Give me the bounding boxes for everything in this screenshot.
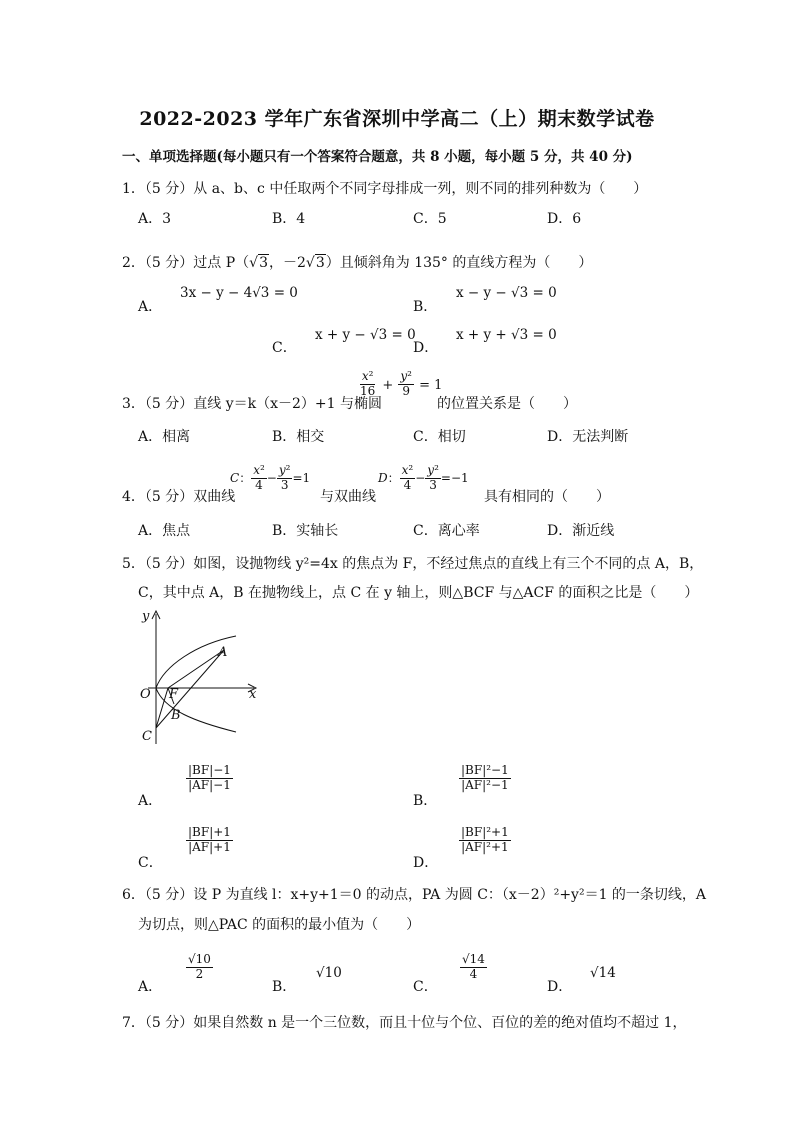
label-y: y [142,609,150,624]
q2-option-b-math: x − y − √3 = 0 [456,285,557,301]
q6-option-c-math: $\frac{√14}{4}$ [462,952,485,981]
question-4-stem-c: 具有相同的（ ） [484,489,610,505]
sqrt3-symbol: √3 [305,255,325,271]
sqrt3-symbol: √3 [249,255,268,271]
q4-option-a: A．焦点 [138,523,191,539]
hyperbola-c-equation: C： $\frac{\text{x²}}{4}$ − $\frac{\text{y²}}{3}$ =1 [230,463,311,492]
q5-option-b-label: B． [413,793,438,809]
q6-option-a-label: A． [138,979,163,995]
question-4-stem-b: 与双曲线 [320,489,376,505]
q6-option-c-label: C． [413,979,438,995]
question-3-stem-b: 的位置关系是（ ） [437,396,577,412]
question-6-line-2: 为切点，则△PAC 的面积的最小值为（ ） [138,917,421,933]
q3-option-c: C．相切 [413,429,466,445]
q6-option-b-label: B． [272,979,297,995]
ellipse-equation: $\frac{\text{x²}}{16}$ + $\frac{\text{y²}}{9}$ = 1 [360,369,443,398]
question-7-line-1: 7．（5 分）如果自然数 n 是一个三位数，而且十位与个位、百位的差的绝对值均不超过 1， [122,1015,687,1031]
label-x: x [249,687,257,702]
q3-option-d: D．无法判断 [547,429,629,445]
q1-option-b: B．4 [272,211,306,227]
q6-option-b-math: √10 [316,965,342,981]
q1-option-d: D．6 [547,211,582,227]
segment-cf [156,688,168,728]
q4-option-b: B．实轴长 [272,523,339,539]
question-4-stem-a: 4．（5 分）双曲线 [122,489,236,505]
section-heading: 一、单项选择题(每小题只有一个答案符合题意，共 8 小题，每小题 5 分，共 40 分) [122,149,633,165]
page-title: 2022-2023 学年广东省深圳中学高二（上）期末数学试卷 [139,108,655,130]
hyperbola-d-equation: D： $\frac{\text{x²}}{4}$ − $\frac{\text{y²}}{3}$ =−1 [378,463,469,492]
parabola-figure [136,606,266,746]
q2-option-a-label: A． [138,299,163,315]
question-6-line-1: 6．（5 分）设 P 为直线 l：x+y+1＝0 的动点，PA 为圆 C：（x－2）²+y²＝1 的一条切线，A [122,887,707,903]
q5-option-d-label: D． [413,855,439,871]
q5-option-d-math: $\frac{\text{|BF|²+1}}{\text{|AF|²+1}}$ [461,825,509,854]
question-5-line-2: C，其中点 A，B 在抛物线上，点 C 在 y 轴上，则△BCF 与△ACF 的面积之比是（ ） [138,585,699,601]
line-cba [156,650,224,728]
q2-option-b-label: B． [413,299,438,315]
q5-option-c-math: $\frac{|BF|+1}{|AF|+1}$ [188,825,231,854]
q6-option-d-label: D． [547,979,573,995]
q2-option-d-math: x + y + √3 = 0 [456,327,557,343]
q3-option-b: B．相交 [272,429,325,445]
q2-option-c-math: x + y − √3 = 0 [315,327,416,343]
q3-option-a: A．相离 [138,429,191,445]
q2-option-c-label: C． [272,340,297,356]
q1-option-c: C．5 [413,211,447,227]
q4-option-c: C．离心率 [413,523,480,539]
q6-option-a-math: $\frac{√10}{2}$ [188,952,211,981]
label-c: C [142,729,152,744]
q5-option-a-label: A． [138,793,163,809]
q6-option-d-math: √14 [590,965,616,981]
question-2-stem: 2．（5 分）过点 P（√3，－2√3）且倾斜角为 135° 的直线方程为（ ） [122,255,593,271]
label-o: O [140,687,151,702]
label-b: B [171,708,181,723]
question-1-stem: 1．（5 分）从 a、b、c 中任取两个不同字母排成一列，则不同的排列种数为（ ） [122,181,648,197]
q5-option-c-label: C． [138,855,163,871]
label-f: F [169,687,179,702]
q2-option-d-label: D． [413,340,439,356]
question-5-line-1: 5．（5 分）如图，设抛物线 y²=4x 的焦点为 F，不经过焦点的直线上有三个不同的点 A，B， [122,556,704,572]
q5-option-a-math: $\frac{|BF|-1}{|AF|-1}$ [188,763,231,792]
q5-option-b-math: $\frac{\text{|BF|²−1}}{\text{|AF|²−1}}$ [461,763,509,792]
q4-option-d: D．渐近线 [547,523,615,539]
question-3-stem-a: 3．（5 分）直线 y＝k（x－2）+1 与椭圆 [122,396,382,412]
q1-option-a: A．3 [138,211,172,227]
q2-option-a-math: 3x − y − 4√3 = 0 [180,285,298,301]
label-a: A [218,645,228,660]
